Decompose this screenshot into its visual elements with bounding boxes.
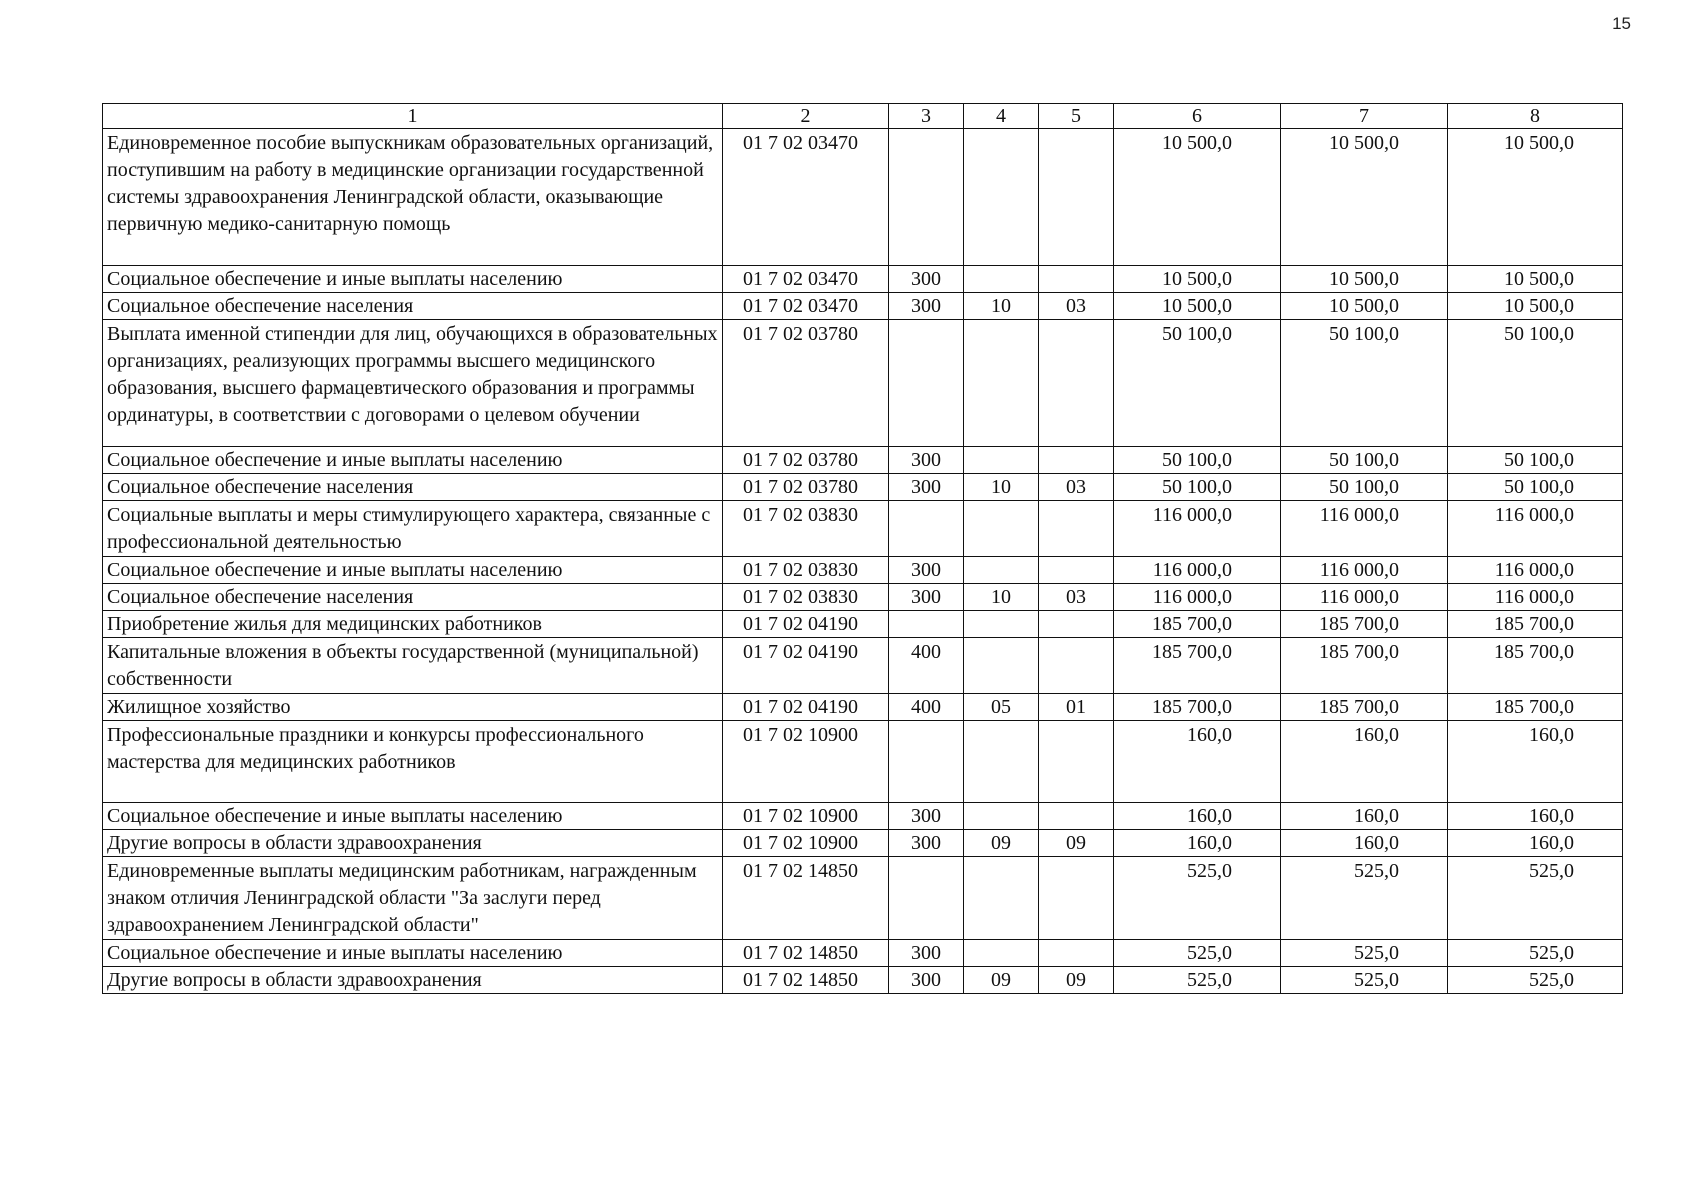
- row-code-cell: 01 7 02 03780: [723, 320, 889, 447]
- row-col5-cell: [1039, 320, 1114, 447]
- row-amount-col6-cell: 50 100,0: [1114, 447, 1281, 474]
- row-amount-col7-cell: 116 000,0: [1281, 557, 1448, 584]
- header-cell: 8: [1448, 104, 1623, 129]
- row-amount-col8-cell: 10 500,0: [1448, 266, 1623, 293]
- row-code-cell: 01 7 02 04190: [723, 611, 889, 638]
- row-col3-cell: [889, 320, 964, 447]
- row-col4-cell: [964, 557, 1039, 584]
- row-name-cell: Выплата именной стипендии для лиц, обучающихся в образовательных организациях, реализующих программы высшего медицинского образования, высшего фармацевтического образования и программы ординатуры, в соответствии с договорами о целевом обучении: [103, 320, 723, 447]
- row-amount-col8-cell: 160,0: [1448, 803, 1623, 830]
- row-amount-col7-cell: 116 000,0: [1281, 501, 1448, 557]
- row-amount-col8-cell: 525,0: [1448, 940, 1623, 967]
- row-amount-col6-cell: 160,0: [1114, 721, 1281, 803]
- row-col4-cell: 10: [964, 293, 1039, 320]
- row-amount-col6-cell: 185 700,0: [1114, 638, 1281, 694]
- table-row: [103, 638, 1623, 694]
- row-code-cell: 01 7 02 14850: [723, 857, 889, 940]
- header-cell: 6: [1114, 104, 1281, 129]
- row-col3-cell: 400: [889, 694, 964, 721]
- row-code-cell: 01 7 02 04190: [723, 638, 889, 694]
- row-amount-col8-cell: 10 500,0: [1448, 293, 1623, 320]
- row-col5-cell: 09: [1039, 830, 1114, 857]
- row-name-cell: Социальное обеспечение населения: [103, 293, 723, 320]
- row-col5-cell: [1039, 501, 1114, 557]
- row-amount-col7-cell: 525,0: [1281, 967, 1448, 994]
- table-row: [103, 129, 1623, 266]
- row-col5-cell: [1039, 857, 1114, 940]
- row-col4-cell: [964, 803, 1039, 830]
- row-amount-col7-cell: 10 500,0: [1281, 293, 1448, 320]
- row-name-cell: Другие вопросы в области здравоохранения: [103, 967, 723, 994]
- row-col4-cell: 10: [964, 474, 1039, 501]
- row-amount-col6-cell: 525,0: [1114, 967, 1281, 994]
- table-row: [103, 584, 1623, 611]
- row-amount-col7-cell: 185 700,0: [1281, 694, 1448, 721]
- row-amount-col6-cell: 185 700,0: [1114, 611, 1281, 638]
- table-row: [103, 293, 1623, 320]
- row-amount-col8-cell: 185 700,0: [1448, 611, 1623, 638]
- row-name-cell: Социальное обеспечение населения: [103, 474, 723, 501]
- row-amount-col6-cell: 116 000,0: [1114, 584, 1281, 611]
- row-name-cell: Капитальные вложения в объекты государственной (муниципальной) собственности: [103, 638, 723, 694]
- table-row: [103, 940, 1623, 967]
- header-cell: 1: [103, 104, 723, 129]
- row-code-cell: 01 7 02 10900: [723, 721, 889, 803]
- row-code-cell: 01 7 02 03830: [723, 584, 889, 611]
- row-col3-cell: 300: [889, 266, 964, 293]
- row-amount-col7-cell: 525,0: [1281, 857, 1448, 940]
- row-amount-col8-cell: 116 000,0: [1448, 557, 1623, 584]
- row-code-cell: 01 7 02 04190: [723, 694, 889, 721]
- row-amount-col8-cell: 10 500,0: [1448, 129, 1623, 266]
- table-row: [103, 967, 1623, 994]
- table-row: [103, 474, 1623, 501]
- row-col5-cell: [1039, 129, 1114, 266]
- row-amount-col6-cell: 10 500,0: [1114, 129, 1281, 266]
- row-code-cell: 01 7 02 03470: [723, 266, 889, 293]
- row-amount-col8-cell: 160,0: [1448, 830, 1623, 857]
- row-col4-cell: 05: [964, 694, 1039, 721]
- table-row: [103, 721, 1623, 803]
- row-amount-col6-cell: 185 700,0: [1114, 694, 1281, 721]
- row-col4-cell: [964, 320, 1039, 447]
- table-row: [103, 694, 1623, 721]
- row-col3-cell: 300: [889, 557, 964, 584]
- header-cell: 3: [889, 104, 964, 129]
- row-col5-cell: [1039, 266, 1114, 293]
- row-col5-cell: 03: [1039, 293, 1114, 320]
- row-name-cell: Социальное обеспечение населения: [103, 584, 723, 611]
- row-col3-cell: [889, 129, 964, 266]
- row-amount-col8-cell: 116 000,0: [1448, 501, 1623, 557]
- row-amount-col6-cell: 525,0: [1114, 857, 1281, 940]
- row-col3-cell: [889, 721, 964, 803]
- row-amount-col7-cell: 525,0: [1281, 940, 1448, 967]
- row-code-cell: 01 7 02 03780: [723, 474, 889, 501]
- row-amount-col7-cell: 185 700,0: [1281, 638, 1448, 694]
- table-row: [103, 830, 1623, 857]
- header-cell: 2: [723, 104, 889, 129]
- row-amount-col6-cell: 116 000,0: [1114, 501, 1281, 557]
- row-col4-cell: [964, 857, 1039, 940]
- row-col5-cell: 01: [1039, 694, 1114, 721]
- row-name-cell: Жилищное хозяйство: [103, 694, 723, 721]
- row-amount-col7-cell: 10 500,0: [1281, 266, 1448, 293]
- row-col4-cell: 10: [964, 584, 1039, 611]
- row-amount-col7-cell: 160,0: [1281, 721, 1448, 803]
- table-row: [103, 557, 1623, 584]
- row-name-cell: Социальное обеспечение и иные выплаты населению: [103, 447, 723, 474]
- row-amount-col8-cell: 185 700,0: [1448, 638, 1623, 694]
- page-number: 15: [1612, 14, 1631, 33]
- row-col4-cell: [964, 721, 1039, 803]
- row-col5-cell: [1039, 557, 1114, 584]
- row-amount-col8-cell: 50 100,0: [1448, 320, 1623, 447]
- row-amount-col8-cell: 525,0: [1448, 857, 1623, 940]
- row-code-cell: 01 7 02 10900: [723, 830, 889, 857]
- row-amount-col8-cell: 50 100,0: [1448, 474, 1623, 501]
- row-name-cell: Социальное обеспечение и иные выплаты населению: [103, 803, 723, 830]
- table-row: [103, 803, 1623, 830]
- row-name-cell: Единовременное пособие выпускникам образовательных организаций, поступившим на работу в медицинские организации государственной системы здравоохранения Ленинградской области, оказывающие первичную медико-санитарную помощь: [103, 129, 723, 266]
- row-col3-cell: 300: [889, 940, 964, 967]
- row-amount-col7-cell: 50 100,0: [1281, 447, 1448, 474]
- row-col3-cell: 300: [889, 830, 964, 857]
- row-col3-cell: [889, 611, 964, 638]
- row-col4-cell: [964, 266, 1039, 293]
- row-name-cell: Единовременные выплаты медицинским работникам, награжденным знаком отличия Ленинградской области "За заслуги перед здравоохранением Ленинградской области": [103, 857, 723, 940]
- row-col4-cell: 09: [964, 967, 1039, 994]
- row-amount-col6-cell: 50 100,0: [1114, 474, 1281, 501]
- row-code-cell: 01 7 02 03830: [723, 557, 889, 584]
- row-amount-col7-cell: 50 100,0: [1281, 320, 1448, 447]
- row-col3-cell: 300: [889, 967, 964, 994]
- row-amount-col7-cell: 50 100,0: [1281, 474, 1448, 501]
- row-amount-col6-cell: 525,0: [1114, 940, 1281, 967]
- row-col3-cell: [889, 857, 964, 940]
- row-code-cell: 01 7 02 14850: [723, 967, 889, 994]
- row-code-cell: 01 7 02 03780: [723, 447, 889, 474]
- row-col5-cell: 03: [1039, 584, 1114, 611]
- row-amount-col6-cell: 10 500,0: [1114, 266, 1281, 293]
- row-amount-col8-cell: 185 700,0: [1448, 694, 1623, 721]
- row-code-cell: 01 7 02 03470: [723, 293, 889, 320]
- row-col4-cell: [964, 501, 1039, 557]
- row-col3-cell: 300: [889, 803, 964, 830]
- header-cell: 5: [1039, 104, 1114, 129]
- table-row: [103, 320, 1623, 447]
- row-col4-cell: [964, 638, 1039, 694]
- row-col3-cell: 300: [889, 584, 964, 611]
- row-col5-cell: 03: [1039, 474, 1114, 501]
- table-row: [103, 611, 1623, 638]
- row-amount-col7-cell: 116 000,0: [1281, 584, 1448, 611]
- row-amount-col8-cell: 50 100,0: [1448, 447, 1623, 474]
- row-code-cell: 01 7 02 03470: [723, 129, 889, 266]
- row-name-cell: Социальное обеспечение и иные выплаты населению: [103, 266, 723, 293]
- row-col5-cell: [1039, 447, 1114, 474]
- row-amount-col6-cell: 50 100,0: [1114, 320, 1281, 447]
- row-amount-col8-cell: 116 000,0: [1448, 584, 1623, 611]
- table-header-row: [103, 104, 1623, 129]
- row-code-cell: 01 7 02 10900: [723, 803, 889, 830]
- row-amount-col8-cell: 160,0: [1448, 721, 1623, 803]
- row-name-cell: Социальное обеспечение и иные выплаты населению: [103, 557, 723, 584]
- table-row: [103, 501, 1623, 557]
- row-col3-cell: 300: [889, 293, 964, 320]
- header-cell: 7: [1281, 104, 1448, 129]
- row-amount-col6-cell: 160,0: [1114, 803, 1281, 830]
- table-row: [103, 266, 1623, 293]
- row-name-cell: Социальные выплаты и меры стимулирующего характера, связанные с профессиональной деятельностью: [103, 501, 723, 557]
- row-col5-cell: [1039, 803, 1114, 830]
- row-amount-col6-cell: 160,0: [1114, 830, 1281, 857]
- row-col4-cell: [964, 129, 1039, 266]
- row-code-cell: 01 7 02 03830: [723, 501, 889, 557]
- row-amount-col6-cell: 116 000,0: [1114, 557, 1281, 584]
- budget-table: [102, 103, 1623, 994]
- row-col4-cell: [964, 940, 1039, 967]
- row-col4-cell: 09: [964, 830, 1039, 857]
- row-name-cell: Приобретение жилья для медицинских работников: [103, 611, 723, 638]
- row-col5-cell: [1039, 611, 1114, 638]
- row-amount-col7-cell: 160,0: [1281, 803, 1448, 830]
- row-amount-col7-cell: 160,0: [1281, 830, 1448, 857]
- row-name-cell: Социальное обеспечение и иные выплаты населению: [103, 940, 723, 967]
- table-row: [103, 447, 1623, 474]
- row-col5-cell: [1039, 940, 1114, 967]
- row-col4-cell: [964, 611, 1039, 638]
- row-col5-cell: [1039, 721, 1114, 803]
- row-amount-col8-cell: 525,0: [1448, 967, 1623, 994]
- row-col3-cell: 400: [889, 638, 964, 694]
- row-code-cell: 01 7 02 14850: [723, 940, 889, 967]
- row-col5-cell: [1039, 638, 1114, 694]
- row-col3-cell: [889, 501, 964, 557]
- row-amount-col7-cell: 185 700,0: [1281, 611, 1448, 638]
- row-col5-cell: 09: [1039, 967, 1114, 994]
- row-col3-cell: 300: [889, 474, 964, 501]
- table-row: [103, 857, 1623, 940]
- row-amount-col7-cell: 10 500,0: [1281, 129, 1448, 266]
- row-name-cell: Профессиональные праздники и конкурсы профессионального мастерства для медицинских работников: [103, 721, 723, 803]
- row-amount-col6-cell: 10 500,0: [1114, 293, 1281, 320]
- row-name-cell: Другие вопросы в области здравоохранения: [103, 830, 723, 857]
- row-col4-cell: [964, 447, 1039, 474]
- header-cell: 4: [964, 104, 1039, 129]
- row-col3-cell: 300: [889, 447, 964, 474]
